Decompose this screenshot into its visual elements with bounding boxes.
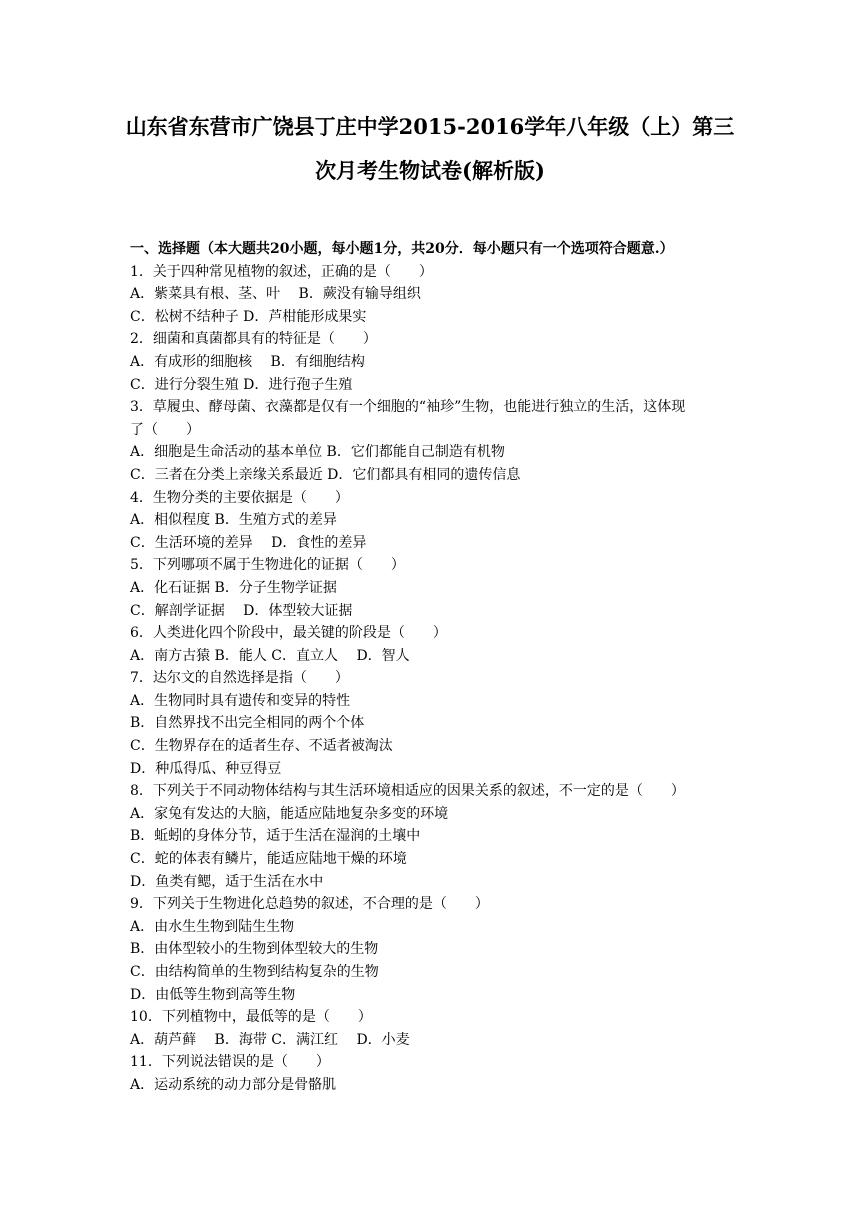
question-7-option-b: B．自然界找不出完全相同的两个个体 [130, 715, 365, 732]
question-6-options: A．南方古猿 B．能人 C．直立人 D．智人 [130, 647, 410, 664]
question-2-options-ab: A．有成形的细胞核 B．有细胞结构 [130, 353, 365, 370]
question-1-options-cd: C．松树不结种子 D．芦柑能形成果实 [130, 308, 367, 325]
question-3-options-ab: A．细胞是生命活动的基本单位 B．它们都能自己制造有机物 [130, 444, 505, 461]
question-4: 4．生物分类的主要依据是（ ） [130, 489, 349, 506]
question-8-option-a: A．家兔有发达的大脑，能适应陆地复杂多变的环境 [130, 805, 449, 822]
question-10-options: A．葫芦藓 B．海带 C．满江红 D．小麦 [130, 1031, 410, 1048]
document-body [130, 238, 740, 1097]
question-7-option-c: C．生物界存在的适者生存、不适者被淘汰 [130, 738, 393, 755]
question-9-option-d: D．由低等生物到高等生物 [130, 986, 296, 1003]
question-6: 6．人类进化四个阶段中，最关键的阶段是（ ） [130, 625, 447, 642]
question-8-option-c: C．蛇的体表有鳞片，能适应陆地干燥的环境 [130, 851, 407, 868]
question-8-option-b: B．蚯蚓的身体分节，适于生活在湿润的土壤中 [130, 828, 421, 845]
question-5-options-ab: A．化石证据 B．分子生物学证据 [130, 579, 337, 596]
question-8: 8．下列关于不同动物体结构与其生活环境相适应的因果关系的叙述，不一定的是（ ） [130, 783, 685, 800]
question-9-option-a: A．由水生生物到陆生生物 [130, 918, 295, 935]
question-10: 10．下列植物中，最低等的是（ ） [130, 1009, 372, 1026]
question-4-options-ab: A．相似程度 B．生殖方式的差异 [130, 512, 337, 529]
question-1-options-ab: A．紫菜具有根、茎、叶 B．蕨没有输导组织 [130, 286, 421, 303]
question-11: 11．下列说法错误的是（ ） [130, 1054, 330, 1071]
document-title-line-1: 山东省东营市广饶县丁庄中学2015-2016学年八年级（上）第三 [125, 114, 735, 139]
document-title-line-2: 次月考生物试卷(解析版) [315, 158, 545, 183]
question-8-option-d: D．鱼类有鳃，适于生活在水中 [130, 873, 324, 890]
question-7: 7．达尔文的自然选择是指（ ） [130, 670, 349, 687]
question-5-options-cd: C．解剖学证据 D．体型较大证据 [130, 602, 353, 619]
question-3-continued: 了（ ） [130, 421, 200, 438]
question-1: 1．关于四种常见植物的叙述，正确的是（ ） [130, 263, 433, 280]
question-3: 3．草履虫、酵母菌、衣藻都是仅有一个细胞的“袖珍”生物，也能进行独立的生活，这体现 [130, 399, 686, 416]
question-11-option-a: A．运动系统的动力部分是骨骼肌 [130, 1076, 337, 1093]
question-9-option-c: C．由结构简单的生物到结构复杂的生物 [130, 964, 379, 980]
question-7-option-a: A．生物同时具有遗传和变异的特性 [130, 692, 351, 709]
section-heading: 一、选择题（本大题共20小题，每小题1分，共20分．每小题只有一个选项符合题意.） [130, 241, 674, 257]
question-9-option-b: B．由体型较小的生物到体型较大的生物 [130, 941, 379, 958]
question-9: 9．下列关于生物进化总趋势的叙述，不合理的是（ ） [130, 896, 489, 913]
question-2: 2．细菌和真菌都具有的特征是（ ） [130, 331, 377, 348]
question-7-option-d: D．种瓜得瓜、种豆得豆 [130, 760, 282, 777]
question-4-options-cd: C．生活环境的差异 D．食性的差异 [130, 534, 367, 551]
question-5: 5．下列哪项不属于生物进化的证据（ ） [130, 557, 405, 574]
question-2-options-cd: C．进行分裂生殖 D．进行孢子生殖 [130, 376, 353, 393]
question-3-options-cd: C．三者在分类上亲缘关系最近 D．它们都具有相同的遗传信息 [130, 466, 521, 483]
